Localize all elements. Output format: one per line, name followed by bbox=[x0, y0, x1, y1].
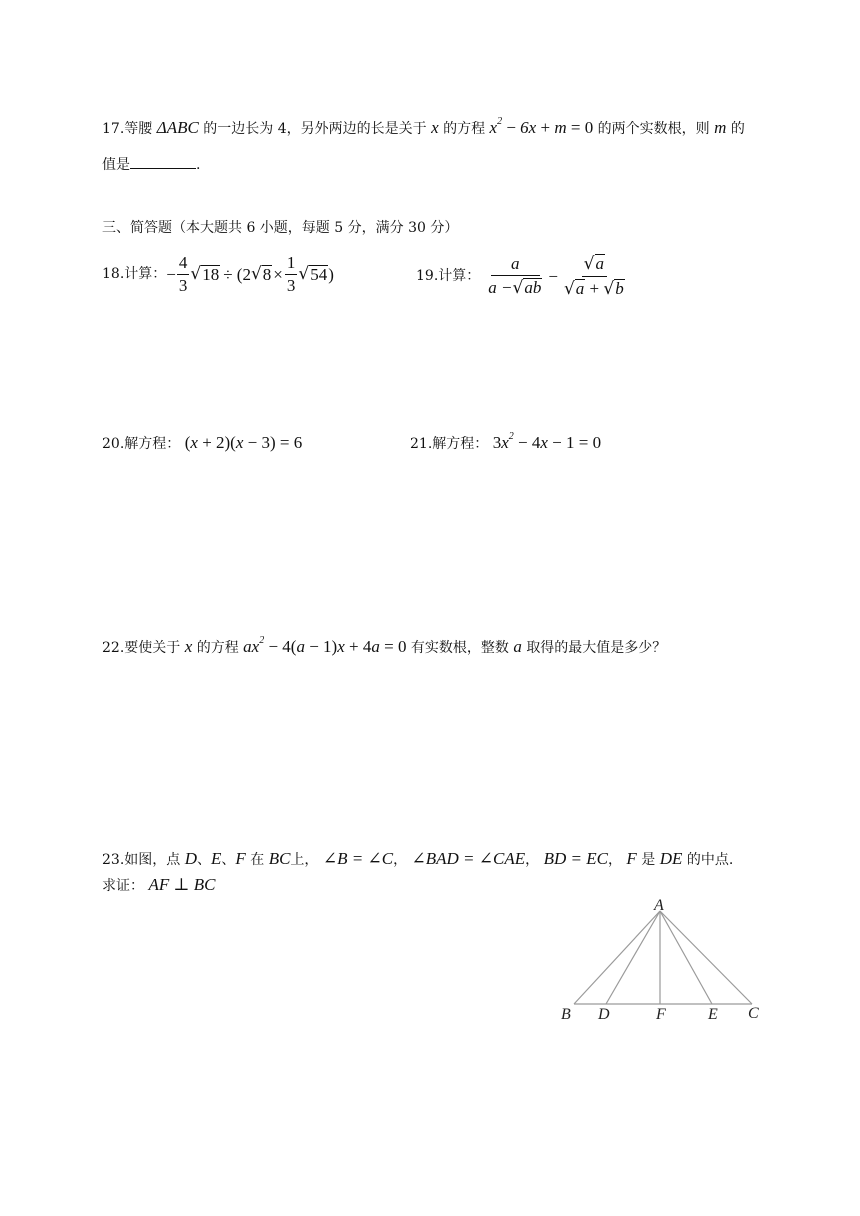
label-c: C bbox=[748, 1005, 759, 1022]
label-f: F bbox=[656, 1006, 666, 1023]
question-text: 在 bbox=[250, 852, 265, 868]
point-f: F bbox=[235, 849, 246, 868]
segment-de: DE bbox=[659, 849, 683, 868]
question-number: 17. bbox=[102, 121, 125, 137]
minus-sign: − bbox=[166, 264, 176, 284]
question-text: 的方程 bbox=[443, 121, 486, 137]
question-text: 的两个实数根，则 bbox=[597, 121, 710, 137]
prove-statement: AF ⊥ BC bbox=[148, 875, 216, 894]
segment-ab bbox=[574, 911, 660, 1004]
condition-1: ∠B = ∠C bbox=[322, 849, 394, 868]
question-text: 的一边长为 4，另外两边的长是关于 bbox=[203, 121, 427, 137]
segment-ad bbox=[606, 911, 660, 1004]
numerator: 1 bbox=[285, 254, 298, 275]
operator: ÷ (2 bbox=[223, 264, 251, 284]
radicand: 54 bbox=[310, 264, 328, 284]
equation: $x^2 - 6x + m = 0$ bbox=[489, 116, 594, 137]
operator: × bbox=[273, 264, 283, 284]
question-label: 计算： bbox=[438, 268, 481, 285]
equation: $ax^2 - 4(a - 1)x + 4a = 0$ bbox=[243, 635, 407, 656]
variable-m: m bbox=[714, 118, 727, 137]
equation: $3x^2 - 4x - 1 = 0$ bbox=[492, 431, 602, 452]
question-number: 19. bbox=[416, 268, 439, 285]
point-f: F bbox=[626, 849, 637, 868]
question-text: 是 bbox=[641, 852, 656, 868]
figure-lines bbox=[574, 911, 752, 1004]
question-text: 等腰 bbox=[124, 121, 153, 137]
numerator: 4 bbox=[177, 254, 190, 275]
label-a: A bbox=[654, 897, 664, 914]
denominator: 3 bbox=[178, 275, 188, 295]
question-text: 如图，点 bbox=[124, 852, 181, 868]
question-label: 解方程： bbox=[432, 436, 489, 452]
point-e: E bbox=[211, 849, 222, 868]
segment-ae bbox=[660, 911, 712, 1004]
label-b: B bbox=[561, 1006, 571, 1023]
question-number: 20. bbox=[102, 436, 125, 452]
denominator: 3 bbox=[286, 275, 296, 295]
question-number: 22. bbox=[102, 640, 125, 656]
condition-3: BD = EC bbox=[543, 849, 608, 868]
question-number: 18. bbox=[102, 266, 125, 283]
question-text: 的中点. bbox=[686, 852, 734, 868]
question-number: 21. bbox=[410, 436, 433, 452]
question-number: 23. bbox=[102, 852, 125, 868]
question-text: 上， bbox=[290, 852, 319, 868]
variable-x: x bbox=[431, 118, 439, 137]
minus-sign: − bbox=[548, 266, 558, 286]
question-text: 的 bbox=[730, 121, 745, 137]
numerator: a bbox=[491, 255, 540, 276]
label-e: E bbox=[708, 1006, 718, 1023]
section-title: 三、简答题（本大题共 6 小题，每题 5 分，满分 30 分） bbox=[102, 220, 459, 236]
segment-ac bbox=[660, 911, 752, 1004]
question-text: 取得的最大值是多少？ bbox=[526, 640, 667, 656]
segment-bc: BC bbox=[268, 849, 291, 868]
question-text: 要使关于 bbox=[124, 640, 181, 656]
question-text: 值是 bbox=[102, 157, 130, 173]
numerator: √a bbox=[582, 254, 607, 277]
equation: (x + 2)(x − 3) = 6 bbox=[184, 433, 303, 452]
close-paren: ) bbox=[328, 264, 334, 284]
question-18: 18. 计算： − $\frac{4}{3}$ √ 18 ÷ (2 √ 8 × $\frac{1}{3}$ √ 54 ) bbox=[102, 253, 334, 295]
question-label: 计算： bbox=[124, 266, 167, 283]
question-text: 有实数根，整数 bbox=[410, 640, 509, 656]
question-label: 解方程： bbox=[124, 436, 181, 452]
question-text: 的方程 bbox=[196, 640, 239, 656]
point-d: D bbox=[184, 849, 197, 868]
radicand: 8 bbox=[262, 264, 272, 284]
radicand: 18 bbox=[202, 264, 220, 284]
triangle-name: ΔABC bbox=[156, 118, 199, 137]
question-23: 23.如图，点 D、E、F 在 BC上， ∠B = ∠C， ∠BAD = ∠CAE， BD = EC， F 是 DE 的中点. bbox=[102, 849, 734, 868]
prove-label: 求证： bbox=[102, 878, 144, 894]
condition-2: ∠BAD = ∠CAE bbox=[411, 849, 526, 868]
label-d: D bbox=[598, 1006, 610, 1023]
denominator: a −√ab bbox=[488, 277, 542, 298]
period: . bbox=[196, 157, 201, 173]
variable-a: a bbox=[513, 637, 522, 656]
variable-x: x bbox=[184, 637, 193, 656]
denominator: √a + √b bbox=[563, 278, 624, 299]
